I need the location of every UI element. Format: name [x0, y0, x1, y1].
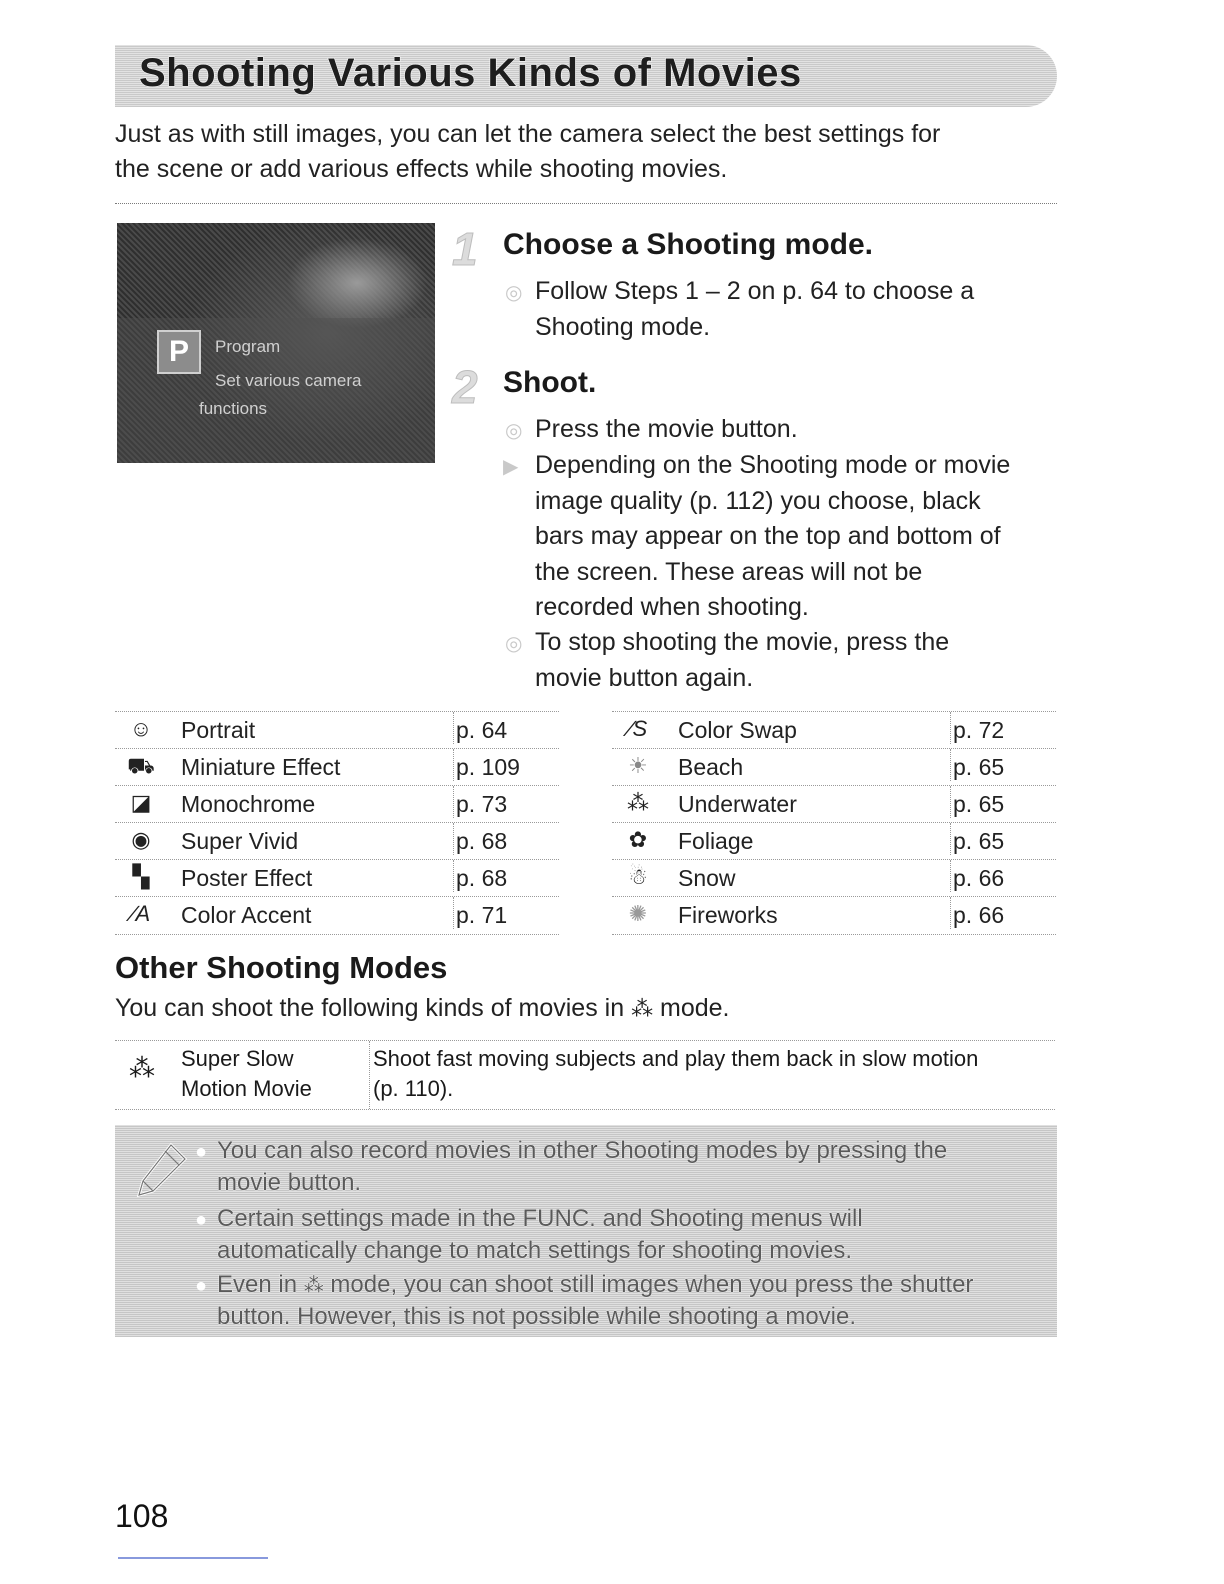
camera-screen-image: [117, 223, 435, 463]
foliage-icon: ✿: [628, 827, 648, 852]
mode-page-ref: p. 65: [950, 749, 1004, 781]
table-row: [115, 896, 559, 935]
pencil-note-icon: [133, 1141, 189, 1201]
step-2-line: recorded when shooting.: [535, 593, 809, 621]
step-2-line: the screen. These areas will not be: [535, 557, 923, 586]
note-text: [217, 1268, 973, 1303]
intro-text: [115, 117, 1065, 187]
step-2-bullet-1: [535, 412, 798, 448]
note-text: movie button.: [217, 1169, 362, 1196]
step-2-bullet-2: [535, 448, 1055, 626]
bullet-icon: ◎: [505, 282, 523, 304]
table-row: [115, 859, 559, 897]
table-row: [612, 896, 1056, 935]
page-title: Shooting Various Kinds of Movies: [139, 51, 802, 95]
mode-page-ref: p. 66: [950, 860, 1004, 892]
intro-line-2: the scene or add various effects while shooting movies.: [115, 155, 728, 183]
table-row: [115, 748, 559, 786]
mode-name: Miniature Effect: [181, 754, 341, 780]
note-text: You can also record movies in other Shooting modes by pressing the: [217, 1137, 948, 1164]
mode-name: Beach: [678, 754, 744, 780]
color-swap-icon: ∕S: [628, 716, 648, 741]
screen-mode-desc: Set various camera: [215, 371, 362, 390]
color-accent-icon: ∕A: [131, 901, 151, 926]
step-heading-2: Shoot.: [503, 366, 597, 399]
monochrome-icon: ◪: [130, 790, 152, 815]
divider: [115, 203, 1057, 204]
mode-name: Portrait: [181, 717, 256, 743]
note-box: [115, 1125, 1057, 1337]
note-bullet-icon: ●: [195, 1275, 208, 1297]
step-1-line-1: Follow Steps 1 – 2 on p. 64 to choose a: [535, 277, 975, 305]
mode-page-ref: p. 64: [453, 712, 507, 744]
mode-page-ref: p. 68: [453, 860, 507, 892]
ssm-name-2: Motion Movie: [181, 1076, 312, 1101]
step-heading-1: Choose a Shooting mode.: [503, 228, 874, 261]
bullet-icon: ◎: [505, 420, 523, 442]
result-arrow-icon: ▶: [503, 456, 519, 478]
note-text-part: Even in: [217, 1271, 298, 1298]
mode-page-ref: p. 71: [453, 897, 507, 929]
ssm-name: Super Slow: [181, 1046, 294, 1071]
super-slow-motion-icon: ⁂: [129, 1053, 155, 1083]
table-row: [115, 822, 559, 860]
mode-page-ref: p. 65: [950, 786, 1004, 818]
mode-page-ref: p. 66: [950, 897, 1004, 929]
ssm-description: Shoot fast moving subjects and play them back in slow motion: [373, 1046, 979, 1071]
mode-page-ref: p. 68: [453, 823, 507, 855]
table-row: [612, 785, 1056, 823]
table-row: [612, 822, 1056, 860]
note-bullet-icon: ●: [195, 1141, 208, 1163]
mode-name: Monochrome: [181, 791, 316, 817]
table-row: [612, 711, 1056, 749]
note-text-part: mode, you can shoot still images when you press the shutter: [330, 1271, 974, 1298]
mode-page-ref: p. 72: [950, 712, 1004, 744]
table-row: [612, 859, 1056, 897]
mode-name: Underwater: [678, 791, 797, 817]
underwater-icon: ⁂: [627, 790, 649, 815]
other-intro-text-end: mode.: [660, 994, 730, 1022]
section-heading: Other Shooting Modes: [115, 950, 448, 985]
ssm-description-2: (p. 110).: [373, 1076, 454, 1101]
other-intro-text: You can shoot the following kinds of movies in: [115, 994, 625, 1022]
mode-name: Color Swap: [678, 717, 797, 743]
page-number: 108: [115, 1498, 169, 1534]
poster-effect-icon: ▚: [132, 864, 150, 889]
table-row: [612, 748, 1056, 786]
mode-name: Poster Effect: [181, 865, 313, 891]
step-2-line: Depending on the Shooting mode or movie: [535, 451, 1011, 479]
table-row: [115, 785, 559, 823]
mode-name: Snow: [678, 865, 736, 891]
table-row: [115, 711, 559, 749]
note-text: button. However, this is not possible while shooting a movie.: [217, 1303, 857, 1330]
screen-mode-desc-2: functions: [199, 399, 268, 418]
intro-line-1: Just as with still images, you can let the camera select the best settings for: [115, 120, 941, 148]
step-2-line: To stop shooting the movie, press the: [535, 628, 950, 656]
step-1-text: [535, 274, 974, 345]
step-2-line: movie button again.: [535, 663, 754, 692]
title-banner: [115, 45, 1057, 107]
miniature-effect-icon: ⛟: [127, 753, 155, 778]
note-text: automatically change to match settings for shooting movies.: [217, 1237, 852, 1264]
step-number-1: 1: [452, 223, 478, 275]
mode-name: Super Vivid: [181, 828, 299, 854]
step-2-line: bars may appear on the top and bottom of: [535, 522, 1001, 550]
step-1-line-2: Shooting mode.: [535, 312, 711, 341]
mode-name: Color Accent: [181, 902, 312, 928]
bullet-icon: ◎: [505, 633, 523, 655]
mode-page-ref: p. 109: [453, 749, 520, 781]
super-slow-motion-icon: ⁂: [631, 996, 654, 1021]
mode-page-ref: p. 73: [453, 786, 507, 818]
other-intro: [115, 994, 730, 1023]
page-number-underline: [118, 1557, 268, 1559]
snow-icon: ☃: [628, 864, 648, 889]
portrait-icon: ☺: [129, 716, 153, 741]
step-2-line: image quality (p. 112) you choose, black: [535, 486, 981, 515]
step-2-bullet-3: [535, 625, 949, 696]
beach-icon: ☀: [628, 753, 648, 778]
step-number-2: 2: [452, 361, 478, 413]
super-vivid-icon: ◉: [131, 827, 151, 852]
column-divider: [369, 1041, 370, 1109]
program-mode-icon: P: [157, 330, 201, 374]
mode-name: Foliage: [678, 828, 754, 854]
fireworks-icon: ✺: [628, 901, 648, 926]
super-slow-motion-icon: ⁂: [303, 1275, 324, 1297]
step-2-line: Press the movie button.: [535, 415, 798, 443]
mode-name: Fireworks: [678, 902, 778, 928]
note-text: Certain settings made in the FUNC. and Shooting menus will: [217, 1205, 863, 1232]
screen-mode-name: Program: [215, 337, 281, 356]
mode-page-ref: p. 65: [950, 823, 1004, 855]
note-bullet-icon: ●: [195, 1209, 208, 1231]
super-slow-motion-row: [115, 1040, 1055, 1110]
